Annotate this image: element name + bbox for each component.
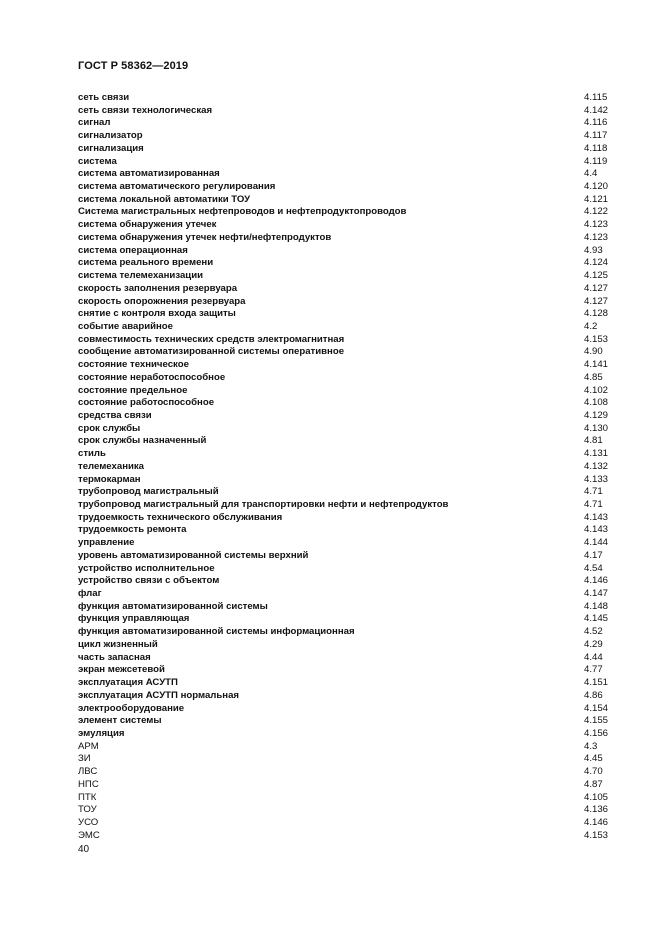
index-row [78, 206, 614, 219]
section-reference: 4.108 [584, 397, 609, 409]
index-term: флаг [78, 588, 102, 600]
index-term: состояние работоспособное [78, 397, 215, 409]
section-reference: 4.131 [584, 448, 609, 460]
index-term: средства связи [78, 409, 152, 421]
index-row [78, 601, 614, 614]
section-reference: 4.122 [584, 206, 609, 218]
index-row [78, 194, 614, 207]
section-reference: 4.151 [584, 677, 609, 689]
section-reference: 4.124 [584, 257, 609, 269]
index-term: элемент системы [78, 715, 162, 727]
index-term: устройство связи с объектом [78, 575, 220, 587]
index-row [78, 715, 614, 728]
section-reference: 4.144 [584, 537, 609, 549]
index-term: система обнаружения утечек нефти/нефтепродуктов [78, 231, 332, 243]
section-reference: 4.153 [584, 829, 609, 841]
index-term: трудоемкость технического обслуживания [78, 511, 283, 523]
section-reference: 4.54 [584, 562, 603, 574]
index-term: система локальной автоматики ТОУ [78, 193, 251, 205]
index-row [78, 245, 614, 258]
index-row [78, 117, 614, 130]
index-row [78, 499, 614, 512]
index-row [78, 664, 614, 677]
index-term: экран межсетевой [78, 664, 165, 676]
index-term: сигнализатор [78, 130, 143, 142]
index-row [78, 143, 614, 156]
index-term: функция автоматизированной системы информационная [78, 626, 355, 638]
section-reference: 4.155 [584, 715, 609, 727]
index-row [78, 410, 614, 423]
index-term: Система магистральных нефтепроводов и нефтепродуктопроводов [78, 206, 407, 218]
section-reference: 4.2 [584, 320, 598, 332]
section-reference: 4.123 [584, 231, 609, 243]
index-row [78, 461, 614, 474]
index-row [78, 537, 614, 550]
section-reference: 4.77 [584, 664, 603, 676]
index-term: система [78, 155, 117, 167]
section-reference: 4.145 [584, 613, 609, 625]
index-row [78, 677, 614, 690]
abbreviation-term: НПС [78, 778, 99, 790]
abbreviation-term: УСО [78, 816, 99, 828]
index-row [78, 423, 614, 436]
index-term: состояние техническое [78, 359, 189, 371]
index-term: трубопровод магистральный для транспортировки нефти и нефтепродуктов [78, 499, 449, 510]
index-row [78, 435, 614, 448]
section-reference: 4.4 [584, 168, 598, 180]
section-reference: 4.146 [584, 575, 609, 587]
section-reference: 4.3 [584, 740, 598, 752]
index-term: система автоматического регулирования [78, 181, 276, 193]
index-term: сигнал [78, 117, 111, 129]
index-term: эксплуатация АСУТП нормальная [78, 689, 240, 701]
abbreviation-row [78, 753, 614, 766]
index-row [78, 296, 614, 309]
index-row [78, 690, 614, 703]
index-term: уровень автоматизированной системы верхний [78, 549, 309, 561]
index-row [78, 181, 614, 194]
index-row [78, 92, 614, 105]
section-reference: 4.130 [584, 422, 609, 434]
index-term: срок службы [78, 422, 141, 434]
abbreviation-term: ТОУ [78, 804, 97, 816]
index-row [78, 232, 614, 245]
index-term: состояние предельное [78, 384, 188, 396]
section-reference: 4.154 [584, 702, 609, 714]
index-row [78, 448, 614, 461]
section-reference: 4.123 [584, 219, 609, 231]
abbreviation-term: АРМ [78, 740, 99, 752]
index-row [78, 486, 614, 499]
section-reference: 4.136 [584, 804, 609, 816]
abbreviation-row [78, 741, 614, 754]
index-term: термокарман [78, 473, 141, 485]
section-reference: 4.81 [584, 435, 603, 447]
index-row [78, 321, 614, 334]
index-term: цикл жизненный [78, 638, 158, 650]
index-term: устройство исполнительное [78, 562, 215, 574]
index-row [78, 728, 614, 741]
section-reference: 4.115 [584, 92, 608, 103]
index-row [78, 652, 614, 665]
section-reference: 4.125 [584, 270, 609, 282]
section-reference: 4.153 [584, 333, 609, 345]
index-term: эксплуатация АСУТП [78, 677, 178, 689]
section-reference: 4.52 [584, 626, 603, 638]
index-row [78, 524, 614, 537]
section-reference: 4.86 [584, 689, 603, 701]
index-row [78, 372, 614, 385]
section-reference: 4.102 [584, 384, 609, 396]
index-row [78, 703, 614, 716]
index-term: сеть связи [78, 92, 130, 103]
index-term: скорость заполнения резервуара [78, 282, 238, 294]
index-row [78, 575, 614, 588]
index-row [78, 168, 614, 181]
section-reference: 4.17 [584, 549, 603, 561]
index-term: часть запасная [78, 651, 151, 663]
index-term: функция автоматизированной системы [78, 600, 268, 612]
index-row [78, 257, 614, 270]
section-reference: 4.129 [584, 409, 609, 421]
index-term: система операционная [78, 244, 188, 256]
abbreviation-term: ПТК [78, 791, 97, 803]
index-row [78, 563, 614, 576]
index-term: система обнаружения утечек [78, 219, 217, 231]
index-row [78, 550, 614, 563]
section-reference: 4.120 [584, 181, 609, 193]
section-reference: 4.44 [584, 651, 603, 663]
section-reference: 4.142 [584, 104, 609, 116]
index-term: электрооборудование [78, 702, 185, 714]
index-term: состояние неработоспособное [78, 371, 226, 383]
index-term: система реального времени [78, 257, 214, 269]
section-reference: 4.71 [584, 499, 603, 510]
index-term: телемеханика [78, 460, 145, 472]
section-reference: 4.143 [584, 511, 609, 523]
index-row [78, 613, 614, 626]
index-row [78, 283, 614, 296]
index-term: управление [78, 537, 135, 549]
section-reference: 4.71 [584, 486, 603, 498]
index-term: трубопровод магистральный [78, 486, 219, 498]
section-reference: 4.117 [584, 130, 608, 142]
index-row [78, 346, 614, 359]
document-header: ГОСТ Р 58362—2019 [78, 60, 189, 72]
abbreviation-term: ЗИ [78, 753, 91, 765]
index-term: система телемеханизации [78, 270, 203, 282]
index-row [78, 270, 614, 283]
index-row [78, 512, 614, 525]
section-reference: 4.141 [584, 359, 609, 371]
abbreviation-row [78, 804, 614, 817]
abbreviation-row [78, 817, 614, 830]
index-term: эмуляция [78, 727, 125, 739]
index-term: система автоматизированная [78, 168, 220, 180]
index-row [78, 397, 614, 410]
section-reference: 4.147 [584, 588, 609, 600]
index-row [78, 334, 614, 347]
section-reference: 4.70 [584, 766, 603, 778]
index-row [78, 639, 614, 652]
index-term: снятие с контроля входа защиты [78, 308, 236, 320]
section-reference: 4.87 [584, 778, 603, 790]
section-reference: 4.93 [584, 244, 603, 256]
section-reference: 4.143 [584, 524, 609, 536]
section-reference: 4.127 [584, 282, 609, 294]
index-term: сообщение автоматизированной системы оперативное [78, 346, 345, 358]
abbreviation-row [78, 830, 614, 843]
index-row [78, 130, 614, 143]
index-row [78, 105, 614, 118]
index-term: сигнализация [78, 142, 144, 154]
section-reference: 4.118 [584, 142, 608, 154]
index-row [78, 359, 614, 372]
section-reference: 4.116 [584, 117, 608, 129]
section-reference: 4.45 [584, 753, 603, 765]
section-reference: 4.85 [584, 371, 603, 383]
abbreviation-row [78, 792, 614, 805]
section-reference: 4.29 [584, 638, 603, 650]
section-reference: 4.90 [584, 346, 603, 358]
section-reference: 4.156 [584, 727, 609, 739]
index-term: срок службы назначенный [78, 435, 207, 447]
index-row [78, 219, 614, 232]
index-term: трудоемкость ремонта [78, 524, 187, 536]
index-term: стиль [78, 448, 106, 460]
section-reference: 4.127 [584, 295, 609, 307]
index-row [78, 385, 614, 398]
index-row [78, 588, 614, 601]
section-reference: 4.146 [584, 816, 609, 828]
section-reference: 4.119 [584, 155, 608, 167]
index-row [78, 156, 614, 169]
abbreviation-term: ЛВС [78, 766, 98, 778]
index-term: совместимость технических средств электромагнитная [78, 333, 345, 345]
abbreviation-term: ЭМС [78, 829, 100, 841]
alphabetical-index [78, 92, 614, 842]
index-term: функция управляющая [78, 613, 190, 625]
abbreviation-row [78, 766, 614, 779]
section-reference: 4.133 [584, 473, 609, 485]
index-row [78, 474, 614, 487]
section-reference: 4.105 [584, 791, 609, 803]
index-term: событие аварийное [78, 320, 174, 332]
section-reference: 4.128 [584, 308, 609, 320]
section-reference: 4.148 [584, 600, 609, 612]
page-number: 40 [78, 844, 90, 855]
index-term: сеть связи технологическая [78, 104, 213, 116]
index-row [78, 308, 614, 321]
abbreviation-row [78, 779, 614, 792]
section-reference: 4.121 [584, 193, 609, 205]
index-row [78, 626, 614, 639]
index-term: скорость опорожнения резервуара [78, 295, 246, 307]
section-reference: 4.132 [584, 460, 609, 472]
